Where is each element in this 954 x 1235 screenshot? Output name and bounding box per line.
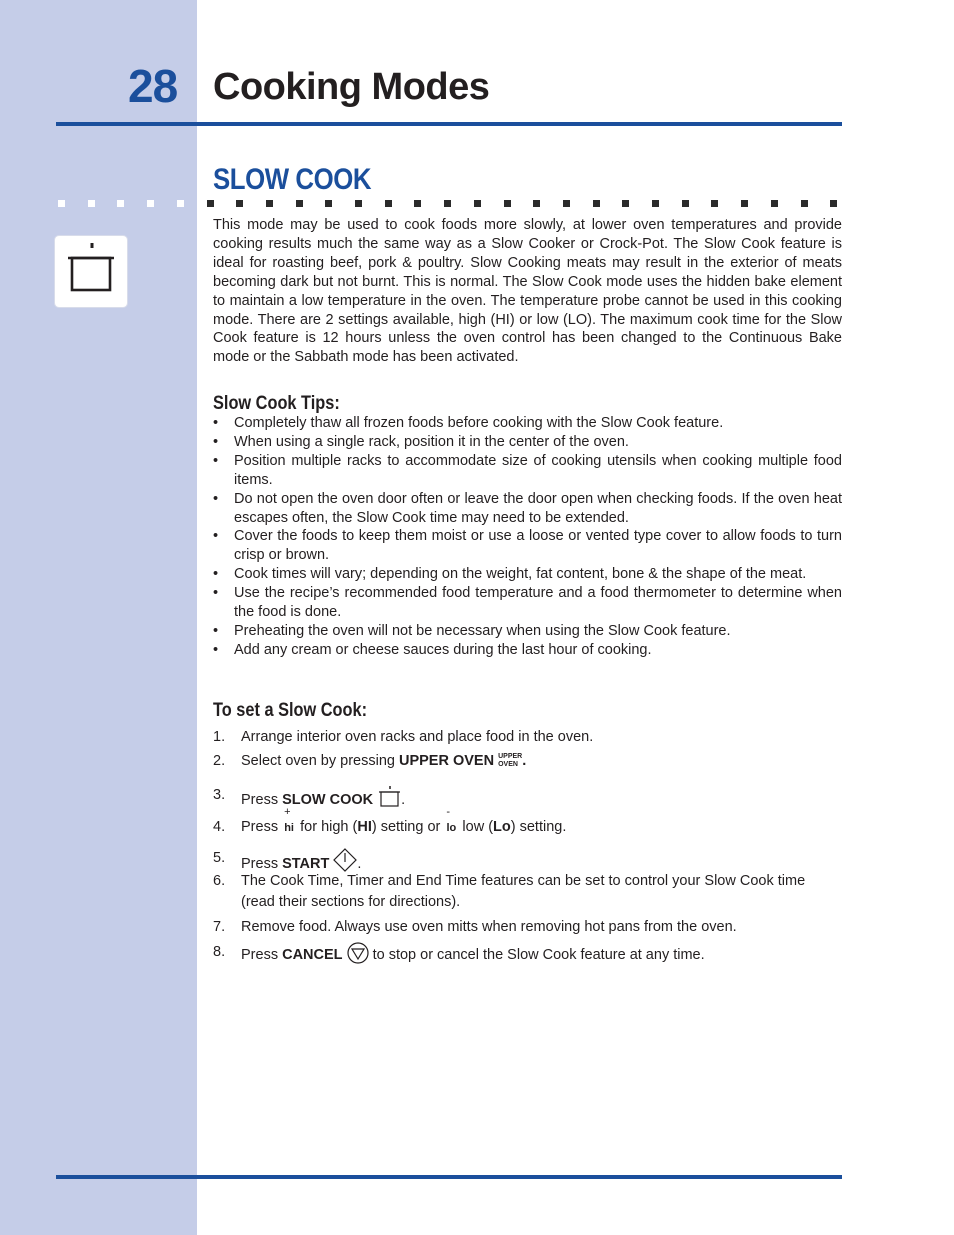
tip-item xyxy=(213,452,842,490)
step-text: Arrange interior oven racks and place food in the oven. xyxy=(241,729,594,745)
cancel-key: CANCEL xyxy=(282,947,343,963)
divider-dot xyxy=(474,200,481,207)
page-title: Cooking Modes xyxy=(213,66,490,108)
tip-item xyxy=(213,490,842,528)
divider-dot xyxy=(296,200,303,207)
left-sidebar-band xyxy=(0,0,197,1235)
tip-item xyxy=(213,527,842,565)
divider-dot xyxy=(593,200,600,207)
upper-oven-key: UPPER OVEN xyxy=(398,753,495,769)
lo-key: - lo xyxy=(446,806,457,834)
footer-rule xyxy=(56,1175,842,1179)
dotted-divider xyxy=(58,200,848,208)
divider-dot xyxy=(58,200,65,207)
tip-item xyxy=(213,414,842,433)
bullet: • xyxy=(213,622,219,639)
bullet: • xyxy=(213,433,219,450)
step-3: 3. Press SLOW COOK . xyxy=(213,785,842,817)
section-title: SLOW COOK xyxy=(213,163,372,196)
divider-dot xyxy=(741,200,748,207)
cancel-icon xyxy=(347,942,369,969)
tip-item xyxy=(213,641,842,660)
tip-text: Completely thaw all frozen foods before cooking with the Slow Cook feature. xyxy=(234,415,724,431)
divider-dot xyxy=(177,200,184,207)
divider-dot xyxy=(88,200,95,207)
divider-dot xyxy=(355,200,362,207)
tip-item xyxy=(213,584,842,622)
tip-item xyxy=(213,433,842,452)
slow-cook-pot-icon xyxy=(377,785,401,814)
divider-dot xyxy=(563,200,570,207)
steps-list xyxy=(213,727,842,969)
divider-dot xyxy=(711,200,718,207)
bullet: • xyxy=(213,585,219,602)
slow-cook-pot-icon xyxy=(55,236,127,307)
divider-dot xyxy=(207,200,214,207)
divider-dot xyxy=(266,200,273,207)
bullet: • xyxy=(213,490,219,507)
divider-dot xyxy=(504,200,511,207)
tip-text: Use the recipe’s recommended food temperature and a food thermometer to determine when the food is done. xyxy=(234,585,842,621)
tips-heading: Slow Cook Tips: xyxy=(213,393,340,414)
divider-dot xyxy=(325,200,332,207)
step-6: 6. The Cook Time, Timer and End Time features can be set to control your Slow Cook time (read their sections for directions). xyxy=(213,873,806,910)
header-rule xyxy=(56,122,842,126)
bullet: • xyxy=(213,566,219,583)
hi-key: + hi xyxy=(284,806,294,834)
divider-dot xyxy=(236,200,243,207)
divider-dot xyxy=(830,200,837,207)
tip-text: Cook times will vary; depending on the weight, fat content, bone & the shape of the meat. xyxy=(234,566,807,583)
divider-dot xyxy=(652,200,659,207)
tip-text: Do not open the oven door often or leave the door open when checking foods. If the oven heat escapes often, the Slow Cook time may need to be extended. xyxy=(234,490,842,526)
step-8: 8. Press CANCEL to stop or cancel the Slow Cook feature at any time. xyxy=(213,942,842,969)
tip-text: Preheating the oven will not be necessary when using the Slow Cook feature. xyxy=(234,622,731,639)
step-2: 2. Select oven by pressing UPPER OVEN UPPER OVEN . xyxy=(213,753,527,769)
step-1: 1. Arrange interior oven racks and place food in the oven. xyxy=(213,729,594,745)
divider-dot xyxy=(385,200,392,207)
tip-item xyxy=(213,565,842,584)
step-7: 7. Remove food. Always use oven mitts when removing hot pans from the oven. xyxy=(213,919,737,935)
start-key: START xyxy=(282,856,330,872)
tip-text: Cover the foods to keep them moist or use a loose or vented type cover to allow foods to turn crisp or brown. xyxy=(234,528,842,564)
divider-dot xyxy=(622,200,629,207)
step-4: 4. Press + hi for high (HI) setting or - lo low (Lo) setting. xyxy=(213,817,842,848)
steps-heading: To set a Slow Cook: xyxy=(213,700,368,721)
divider-dot xyxy=(444,200,451,207)
tips-list xyxy=(213,414,842,660)
upper-oven-badge: UPPER OVEN xyxy=(498,753,523,769)
divider-dot xyxy=(414,200,421,207)
divider-dot xyxy=(533,200,540,207)
bullet: • xyxy=(213,528,219,545)
divider-dot xyxy=(682,200,689,207)
bullet: • xyxy=(213,641,219,658)
tip-text: When using a single rack, position it in the center of the oven. xyxy=(234,433,629,450)
divider-dot xyxy=(771,200,778,207)
step-text: The Cook Time, Timer and End Time features can be set to control your Slow Cook time (read their sections for directions). xyxy=(241,873,806,910)
tip-text: Position multiple racks to accommodate size of cooking utensils when cooking multiple food items. xyxy=(234,452,842,488)
step-text: Remove food. Always use oven mitts when removing hot pans from the oven. xyxy=(241,919,737,935)
tip-text: Add any cream or cheese sauces during the last hour of cooking. xyxy=(234,641,652,658)
step-5: 5. Press START . xyxy=(213,848,842,870)
divider-dot xyxy=(147,200,154,207)
slow-cook-key: SLOW COOK xyxy=(282,792,374,808)
bullet: • xyxy=(213,415,219,431)
tip-item xyxy=(213,622,842,641)
divider-dot xyxy=(117,200,124,207)
bullet: • xyxy=(213,452,219,469)
intro-paragraph: This mode may be used to cook foods more slowly, at lower oven temperatures and provide cooking results much the same way as a Slow Cooker or Crock-Pot. The Slow Cook feature is ideal for roasting beef, pork & poultry. Slow Cooking meats may result in the exterior of meats becoming dark but not burnt. This is normal. The Slow Cook mode uses the hidden bake element to maintain a low temperature in the oven. The temperature probe cannot be used in this cooking mode. There are 2 settings available, high (HI) or low (LO). The maximum cook time for the Slow Cook feature is 12 hours unless the oven control has been changed to the Continuous Bake mode or the Sabbath mode has been activated. xyxy=(213,217,842,366)
page-number: 28 xyxy=(128,60,178,112)
divider-dot xyxy=(801,200,808,207)
